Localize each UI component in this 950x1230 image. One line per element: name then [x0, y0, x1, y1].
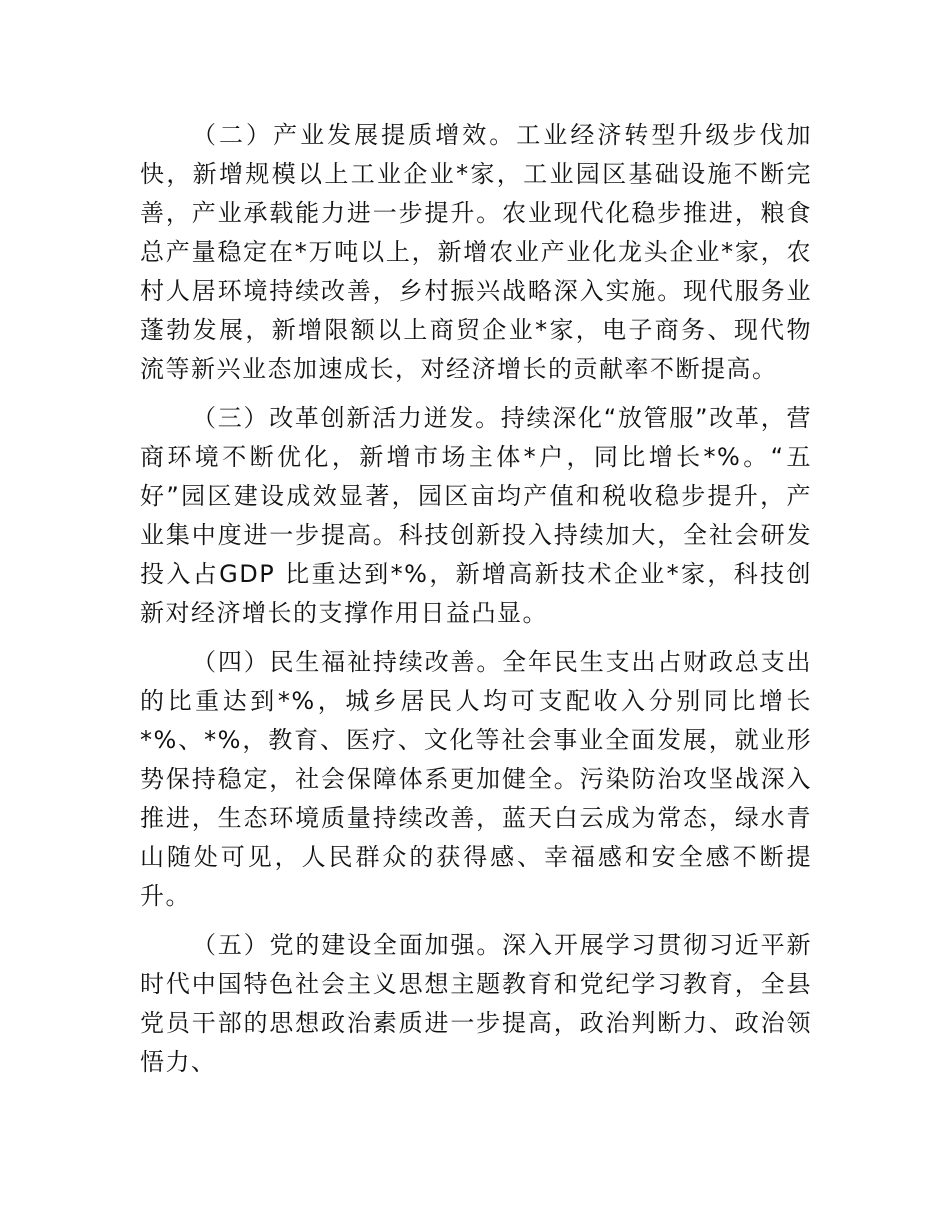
paragraph-industry-development: （二）产业发展提质增效。工业经济转型升级步伐加快，新增规模以上工业企业*家，工业园区基础设施不断完善，产业承载能力进一步提升。农业现代化稳步推进，粮食总产量稳定在*万吨以上，新增农业产业化龙头企业*家，农村人居环境持续改善，乡村振兴战略深入实施。现代服务业蓬勃发展，新增限额以上商贸企业*家，电子商务、现代物流等新兴业态加速成长，对经济增长的贡献率不断提高。 — [140, 121, 812, 383]
document-page — [140, 116, 812, 1092]
paragraph-party-building: （五）党的建设全面加强。深入开展学习贯彻习近平新时代中国特色社会主义思想主题教育和党纪学习教育，全县党员干部的思想政治素质进一步提高，政治判断力、政治领悟力、 — [140, 931, 812, 1076]
paragraph-livelihood-improvement: （四）民生福祉持续改善。全年民生支出占财政总支出的比重达到*%，城乡居民人均可支配收入分别同比增长*%、*%，教育、医疗、文化等社会事业全面发展，就业形势保持稳定，社会保障体系更加健全。污染防治攻坚战深入推进，生态环境质量持续改善，蓝天白云成为常态，绿水青山随处可见，人民群众的获得感、幸福感和安全感不断提升。 — [140, 648, 812, 910]
paragraph-reform-innovation: （三）改革创新活力迸发。持续深化“放管服”改革，营商环境不断优化，新增市场主体*户，同比增长*%。“五好”园区建设成效显著，园区亩均产值和税收稳步提升，产业集中度进一步提高。科技创新投入持续加大，全社会研发投入占GDP 比重达到*%，新增高新技术企业*家，科技创新对经济增长的支撑作用日益凸显。 — [140, 404, 812, 627]
